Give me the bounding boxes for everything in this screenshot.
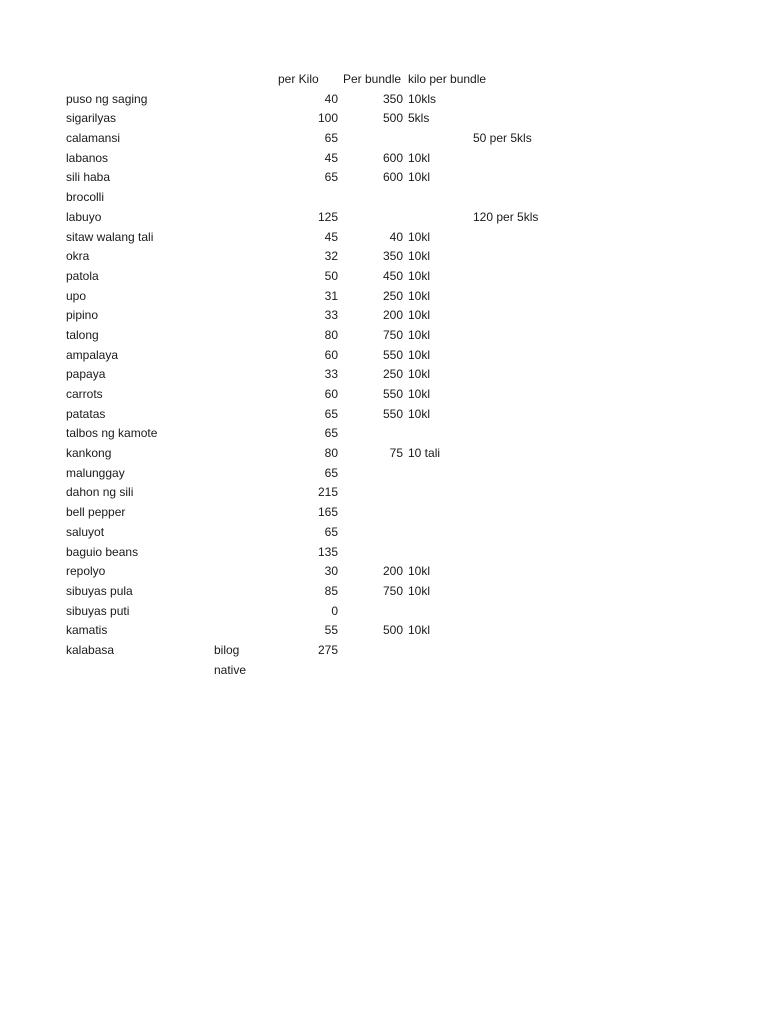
item-variant xyxy=(214,385,274,405)
table-row xyxy=(0,543,768,563)
header-per-kilo: per Kilo xyxy=(278,72,319,86)
price-per-bundle: 600 xyxy=(382,150,403,165)
kilo-per-bundle: 10kl xyxy=(408,150,431,165)
item-variant xyxy=(214,424,274,444)
item-note xyxy=(473,326,593,346)
price-per-kilo: 40 xyxy=(324,91,338,106)
kilo-per-bundle xyxy=(408,523,472,543)
item-note xyxy=(473,385,593,405)
item-variant xyxy=(214,621,274,641)
item-note xyxy=(473,287,593,307)
item-note xyxy=(473,168,593,188)
item-name: papaya xyxy=(66,367,106,382)
table-row xyxy=(0,129,768,149)
kilo-per-bundle: 5kls xyxy=(408,111,430,126)
item-name: talong xyxy=(66,327,99,342)
table-row xyxy=(0,306,768,326)
item-note xyxy=(473,365,593,385)
kilo-per-bundle: 10kl xyxy=(408,564,431,579)
item-name: baguio beans xyxy=(66,544,139,559)
price-per-kilo: 65 xyxy=(324,426,338,441)
price-per-bundle: 550 xyxy=(382,347,403,362)
price-per-bundle xyxy=(340,188,403,208)
price-per-kilo: 50 xyxy=(324,268,338,283)
price-per-bundle xyxy=(340,464,403,484)
price-per-kilo: 80 xyxy=(324,327,338,342)
price-per-bundle: 750 xyxy=(382,583,403,598)
kilo-per-bundle xyxy=(408,129,472,149)
item-note xyxy=(473,306,593,326)
item-name: saluyot xyxy=(66,524,105,539)
item-name: patola xyxy=(66,268,99,283)
kilo-per-bundle: 10kl xyxy=(408,347,431,362)
price-per-bundle: 550 xyxy=(382,406,403,421)
item-variant: native xyxy=(214,662,247,677)
price-per-kilo: 275 xyxy=(317,642,338,657)
table-row xyxy=(0,483,768,503)
item-note xyxy=(473,503,593,523)
table-row xyxy=(0,582,768,602)
kilo-per-bundle: 10kl xyxy=(408,170,431,185)
item-variant xyxy=(214,444,274,464)
item-variant xyxy=(214,208,274,228)
table-row xyxy=(0,90,768,110)
kilo-per-bundle xyxy=(408,543,472,563)
price-per-bundle: 750 xyxy=(382,327,403,342)
item-variant xyxy=(214,287,274,307)
price-per-kilo: 60 xyxy=(324,347,338,362)
table-row xyxy=(0,562,768,582)
price-per-kilo: 32 xyxy=(324,249,338,264)
price-per-bundle: 450 xyxy=(382,268,403,283)
item-note xyxy=(473,90,593,110)
item-variant xyxy=(214,168,274,188)
table-row xyxy=(0,109,768,129)
price-per-bundle xyxy=(340,641,403,661)
item-note xyxy=(473,109,593,129)
item-variant xyxy=(214,582,274,602)
item-name: kamatis xyxy=(66,623,108,638)
price-per-bundle: 500 xyxy=(382,111,403,126)
price-per-bundle: 250 xyxy=(382,288,403,303)
item-name: bell pepper xyxy=(66,505,126,520)
item-note xyxy=(473,346,593,366)
table-row xyxy=(0,602,768,622)
item-name: brocolli xyxy=(66,190,105,205)
item-variant xyxy=(214,267,274,287)
item-note xyxy=(473,405,593,425)
price-per-kilo: 165 xyxy=(317,505,338,520)
kilo-per-bundle: 10kl xyxy=(408,268,431,283)
item-variant xyxy=(214,503,274,523)
table-row xyxy=(0,464,768,484)
table-row xyxy=(0,346,768,366)
price-per-kilo: 65 xyxy=(324,465,338,480)
item-note xyxy=(473,661,593,681)
kilo-per-bundle: 10kl xyxy=(408,249,431,264)
table-row xyxy=(0,149,768,169)
price-per-kilo: 0 xyxy=(331,603,338,618)
price-per-bundle: 200 xyxy=(382,308,403,323)
kilo-per-bundle: 10kl xyxy=(408,623,431,638)
item-name xyxy=(66,661,206,681)
item-note xyxy=(473,602,593,622)
item-note xyxy=(473,188,593,208)
item-name: labanos xyxy=(66,150,109,165)
price-per-kilo: 100 xyxy=(317,111,338,126)
kilo-per-bundle: 10 tali xyxy=(408,446,441,461)
kilo-per-bundle xyxy=(408,661,472,681)
price-table xyxy=(0,70,768,680)
price-per-bundle xyxy=(340,543,403,563)
price-per-kilo: 65 xyxy=(324,406,338,421)
item-variant xyxy=(214,405,274,425)
item-name: okra xyxy=(66,249,90,264)
price-per-bundle xyxy=(340,661,403,681)
price-per-bundle xyxy=(340,602,403,622)
table-row xyxy=(0,641,768,661)
item-variant xyxy=(214,523,274,543)
price-per-bundle: 500 xyxy=(382,623,403,638)
table-row xyxy=(0,444,768,464)
item-name: ampalaya xyxy=(66,347,119,362)
kilo-per-bundle: 10kl xyxy=(408,583,431,598)
item-name: malunggay xyxy=(66,465,125,480)
price-per-bundle: 350 xyxy=(382,91,403,106)
kilo-per-bundle: 10kl xyxy=(408,308,431,323)
item-variant xyxy=(214,149,274,169)
table-row xyxy=(0,424,768,444)
table-row xyxy=(0,365,768,385)
price-per-kilo: 45 xyxy=(324,150,338,165)
item-variant xyxy=(214,326,274,346)
item-variant xyxy=(214,247,274,267)
price-per-kilo: 65 xyxy=(324,524,338,539)
price-per-kilo xyxy=(274,188,338,208)
item-note xyxy=(473,149,593,169)
table-row xyxy=(0,267,768,287)
item-name: sitaw walang tali xyxy=(66,229,154,244)
table-body xyxy=(0,90,768,681)
item-name: repolyo xyxy=(66,564,106,579)
price-per-bundle xyxy=(340,424,403,444)
table-row xyxy=(0,208,768,228)
price-per-bundle xyxy=(340,208,403,228)
price-per-kilo: 60 xyxy=(324,387,338,401)
table-row xyxy=(0,405,768,425)
item-note xyxy=(473,523,593,543)
table-row xyxy=(0,326,768,346)
item-variant xyxy=(214,562,274,582)
item-variant xyxy=(214,90,274,110)
item-variant xyxy=(214,365,274,385)
item-note xyxy=(473,641,593,661)
item-name: sigarilyas xyxy=(66,111,117,126)
price-per-bundle xyxy=(340,523,403,543)
kilo-per-bundle xyxy=(408,188,472,208)
item-variant xyxy=(214,228,274,248)
item-name: puso ng saging xyxy=(66,91,148,106)
item-variant xyxy=(214,483,274,503)
item-note xyxy=(473,582,593,602)
price-per-kilo: 33 xyxy=(324,308,338,323)
table-row xyxy=(0,168,768,188)
kilo-per-bundle xyxy=(408,602,472,622)
kilo-per-bundle: 10kl xyxy=(408,367,431,382)
kilo-per-bundle xyxy=(408,424,472,444)
kilo-per-bundle: 10kls xyxy=(408,91,437,106)
item-variant xyxy=(214,543,274,563)
price-per-bundle: 75 xyxy=(389,446,403,461)
kilo-per-bundle: 10kl xyxy=(408,288,431,303)
table-row xyxy=(0,188,768,208)
item-name: carrots xyxy=(66,387,103,401)
price-per-bundle: 600 xyxy=(382,170,403,185)
kilo-per-bundle xyxy=(408,208,472,228)
item-note xyxy=(473,267,593,287)
item-variant xyxy=(214,306,274,326)
item-note xyxy=(473,444,593,464)
item-note xyxy=(473,247,593,267)
price-per-kilo: 55 xyxy=(324,623,338,638)
item-variant xyxy=(214,188,274,208)
item-note xyxy=(473,228,593,248)
item-name: sili haba xyxy=(66,170,111,185)
item-variant xyxy=(214,129,274,149)
item-name: calamansi xyxy=(66,131,121,146)
item-note xyxy=(473,424,593,444)
table-row xyxy=(0,287,768,307)
kilo-per-bundle xyxy=(408,503,472,523)
price-per-bundle: 40 xyxy=(389,229,403,244)
table-row xyxy=(0,385,768,405)
price-per-kilo: 31 xyxy=(324,288,338,303)
price-per-bundle: 350 xyxy=(382,249,403,264)
item-name: kankong xyxy=(66,446,112,461)
price-per-kilo: 125 xyxy=(317,209,338,224)
kilo-per-bundle: 10kl xyxy=(408,387,431,401)
table-row xyxy=(0,661,768,681)
item-name: talbos ng kamote xyxy=(66,426,158,441)
kilo-per-bundle xyxy=(408,483,472,503)
item-note xyxy=(473,562,593,582)
kilo-per-bundle: 10kl xyxy=(408,229,431,244)
item-name: sibuyas puti xyxy=(66,603,130,618)
table-row xyxy=(0,503,768,523)
item-name: upo xyxy=(66,288,87,303)
price-per-kilo: 215 xyxy=(317,485,338,500)
item-variant xyxy=(214,109,274,129)
item-note xyxy=(473,483,593,503)
item-note: 50 per 5kls xyxy=(473,131,532,146)
kilo-per-bundle xyxy=(408,641,472,661)
item-note xyxy=(473,464,593,484)
item-name: patatas xyxy=(66,406,106,421)
kilo-per-bundle: 10kl xyxy=(408,327,431,342)
kilo-per-bundle xyxy=(408,464,472,484)
price-per-bundle: 200 xyxy=(382,564,403,579)
item-variant: bilog xyxy=(214,642,240,657)
price-per-kilo: 30 xyxy=(324,564,338,579)
item-name: dahon ng sili xyxy=(66,485,134,500)
price-per-bundle xyxy=(340,483,403,503)
price-per-kilo: 65 xyxy=(324,170,338,185)
item-note xyxy=(473,621,593,641)
price-per-kilo: 80 xyxy=(324,446,338,461)
price-per-kilo: 45 xyxy=(324,229,338,244)
item-variant xyxy=(214,464,274,484)
kilo-per-bundle: 10kl xyxy=(408,406,431,421)
table-row xyxy=(0,247,768,267)
item-note: 120 per 5kls xyxy=(473,209,539,224)
header-kilo-per-bundle: kilo per bundle xyxy=(408,72,487,86)
table-row xyxy=(0,523,768,543)
table-row xyxy=(0,621,768,641)
price-per-kilo: 135 xyxy=(317,544,338,559)
header-per-bundle: Per bundle xyxy=(343,72,402,86)
item-note xyxy=(473,543,593,563)
price-per-kilo: 85 xyxy=(324,583,338,598)
item-variant xyxy=(214,346,274,366)
item-variant xyxy=(214,602,274,622)
price-per-bundle xyxy=(340,129,403,149)
header-row xyxy=(0,70,768,90)
price-per-bundle: 250 xyxy=(382,367,403,382)
price-per-bundle xyxy=(340,503,403,523)
item-name: kalabasa xyxy=(66,642,115,657)
item-name: sibuyas pula xyxy=(66,583,133,598)
item-name: labuyo xyxy=(66,209,102,224)
table-row xyxy=(0,228,768,248)
price-per-kilo xyxy=(274,661,338,681)
price-per-kilo: 65 xyxy=(324,131,338,146)
item-name: pipino xyxy=(66,308,99,323)
price-per-bundle: 550 xyxy=(382,387,403,401)
price-per-kilo: 33 xyxy=(324,367,338,382)
